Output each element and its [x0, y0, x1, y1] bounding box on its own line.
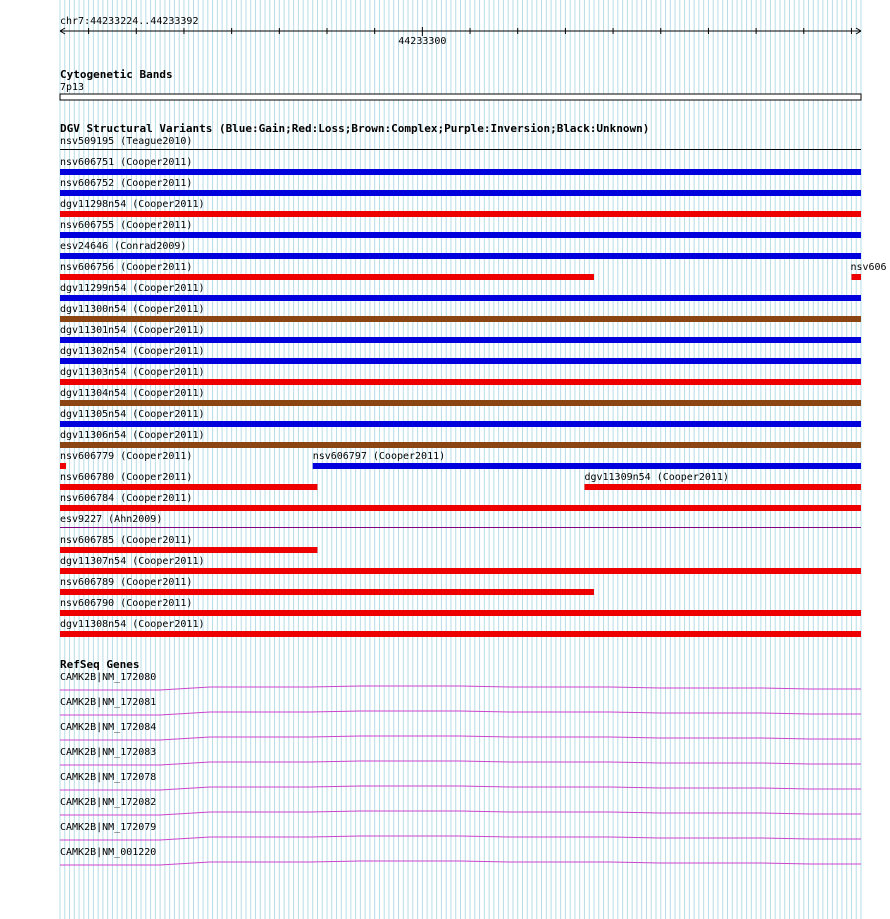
dgv-feature-label[interactable]: nsv606	[850, 262, 887, 273]
dgv-feature-label[interactable]: dgv11299n54 (Cooper2011)	[60, 283, 205, 294]
dgv-feature-bar[interactable]	[60, 211, 861, 217]
dgv-feature-bar[interactable]	[60, 589, 594, 595]
dgv-feature-bar[interactable]	[60, 358, 861, 364]
dgv-feature-bar[interactable]	[60, 149, 861, 150]
dgv-feature-label[interactable]: dgv11308n54 (Cooper2011)	[60, 619, 205, 630]
dgv-feature-bar[interactable]	[851, 274, 861, 280]
dgv-feature-bar[interactable]	[60, 337, 861, 343]
dgv-feature-bar[interactable]	[60, 442, 861, 448]
dgv-feature-label[interactable]: dgv11303n54 (Cooper2011)	[60, 367, 205, 378]
dgv-track-title[interactable]: DGV Structural Variants (Blue:Gain;Red:Loss;Brown:Complex;Purple:Inversion;Black:Unknown)	[60, 122, 650, 135]
dgv-feature-bar[interactable]	[60, 316, 861, 322]
ruler-center-tick-label: 44233300	[398, 36, 447, 47]
dgv-feature-bar[interactable]	[313, 463, 861, 469]
dgv-feature-bar[interactable]	[60, 463, 66, 469]
dgv-feature-bar[interactable]	[60, 527, 861, 528]
dgv-feature-label[interactable]: nsv509195 (Teague2010)	[60, 136, 193, 147]
dgv-feature-label[interactable]: dgv11306n54 (Cooper2011)	[60, 430, 205, 441]
dgv-feature-bar[interactable]	[60, 610, 861, 616]
dgv-feature-label[interactable]: dgv11298n54 (Cooper2011)	[60, 199, 205, 210]
dgv-feature-label[interactable]: dgv11302n54 (Cooper2011)	[60, 346, 205, 357]
dgv-feature-label[interactable]: nsv606779 (Cooper2011)	[60, 451, 193, 462]
dgv-feature-label[interactable]: nsv606780 (Cooper2011)	[60, 472, 193, 483]
refseq-gene-label[interactable]: CAMK2B|NM_172083	[60, 747, 157, 758]
dgv-feature-bar[interactable]	[60, 400, 861, 406]
dgv-feature-bar[interactable]	[60, 484, 317, 490]
dgv-feature-bar[interactable]	[584, 484, 861, 490]
refseq-gene-label[interactable]: CAMK2B|NM_172082	[60, 797, 157, 808]
dgv-feature-bar[interactable]	[60, 295, 861, 301]
cytoband-band-glyph[interactable]	[60, 94, 861, 100]
dgv-feature-bar[interactable]	[60, 169, 861, 175]
refseq-track-title[interactable]: RefSeq Genes	[60, 658, 140, 671]
dgv-feature-label[interactable]: nsv606789 (Cooper2011)	[60, 577, 193, 588]
dgv-feature-label[interactable]: nsv606756 (Cooper2011)	[60, 262, 193, 273]
dgv-feature-label[interactable]: dgv11307n54 (Cooper2011)	[60, 556, 205, 567]
dgv-feature-label[interactable]: nsv606784 (Cooper2011)	[60, 493, 193, 504]
dgv-feature-label[interactable]: esv24646 (Conrad2009)	[60, 241, 187, 252]
dgv-feature-bar[interactable]	[60, 379, 861, 385]
dgv-feature-label[interactable]: nsv606755 (Cooper2011)	[60, 220, 193, 231]
refseq-gene-label[interactable]: CAMK2B|NM_172079	[60, 822, 157, 833]
refseq-gene-label[interactable]: CAMK2B|NM_172078	[60, 772, 157, 783]
dgv-feature-bar[interactable]	[60, 253, 861, 259]
dgv-feature-label[interactable]: nsv606797 (Cooper2011)	[312, 451, 446, 462]
dgv-feature-label[interactable]: esv9227 (Ahn2009)	[60, 514, 163, 525]
ruler-position-label: chr7:44233224..44233392	[60, 16, 199, 27]
dgv-track	[60, 122, 887, 637]
dgv-feature-label[interactable]: dgv11309n54 (Cooper2011)	[584, 472, 729, 483]
refseq-gene-label[interactable]: CAMK2B|NM_172081	[60, 697, 157, 708]
dgv-feature-label[interactable]: nsv606752 (Cooper2011)	[60, 178, 193, 189]
dgv-feature-bar[interactable]	[60, 421, 861, 427]
dgv-feature-label[interactable]: dgv11305n54 (Cooper2011)	[60, 409, 205, 420]
dgv-feature-bar[interactable]	[60, 274, 594, 280]
dgv-feature-bar[interactable]	[60, 568, 861, 574]
dgv-feature-bar[interactable]	[60, 505, 861, 511]
dgv-feature-label[interactable]: nsv606751 (Cooper2011)	[60, 157, 193, 168]
dgv-feature-label[interactable]: nsv606790 (Cooper2011)	[60, 598, 193, 609]
refseq-gene-label[interactable]: CAMK2B|NM_172080	[60, 672, 157, 683]
dgv-feature-label[interactable]: nsv606785 (Cooper2011)	[60, 535, 193, 546]
dgv-feature-bar[interactable]	[60, 631, 861, 637]
refseq-gene-label[interactable]: CAMK2B|NM_172084	[60, 722, 157, 733]
dgv-feature-bar[interactable]	[60, 232, 861, 238]
cytoband-track-title[interactable]: Cytogenetic Bands	[60, 68, 173, 81]
dgv-feature-label[interactable]: dgv11301n54 (Cooper2011)	[60, 325, 205, 336]
dgv-feature-bar[interactable]	[60, 547, 317, 553]
dgv-feature-label[interactable]: dgv11300n54 (Cooper2011)	[60, 304, 205, 315]
dgv-feature-bar[interactable]	[60, 190, 861, 196]
refseq-gene-label[interactable]: CAMK2B|NM_001220	[60, 847, 157, 858]
dgv-feature-label[interactable]: dgv11304n54 (Cooper2011)	[60, 388, 205, 399]
cytoband-band-label[interactable]: 7p13	[60, 82, 85, 93]
